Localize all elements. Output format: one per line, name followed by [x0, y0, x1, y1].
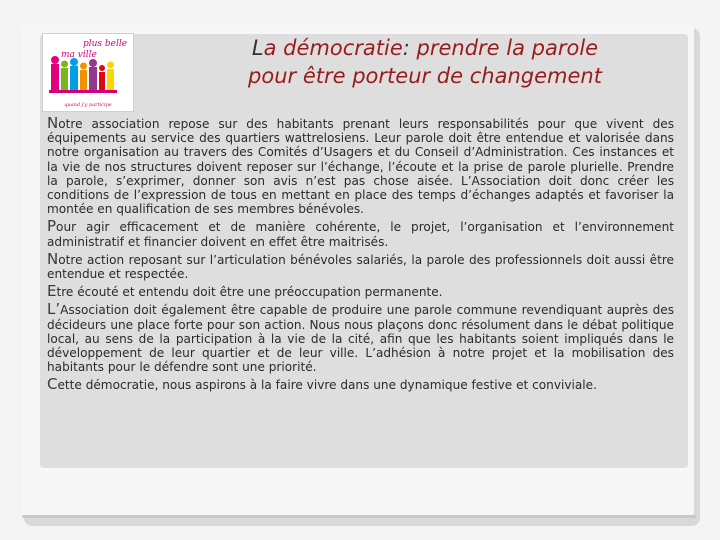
paragraph: [47, 219, 674, 248]
paragraph-initial: L’: [47, 300, 61, 319]
paragraph-text: our agir efficacement et de manière cohérente, le projet, l’organisation et l’environnement administratif et financier doivent en effet être maitrisés.: [47, 220, 674, 249]
title-part-1: a démocratie: [263, 36, 403, 60]
paragraph: [47, 284, 674, 299]
paragraph-initial: N: [47, 114, 59, 132]
paragraph: [47, 249, 674, 282]
logo-caption: quand j'y participe: [64, 102, 112, 108]
paragraph-initial: C: [47, 375, 58, 394]
title-colon: :: [402, 36, 410, 60]
paragraph-initial: N: [47, 249, 59, 268]
title-line-1: [160, 34, 690, 62]
paragraph-text: Association doit également être capable de produire une parole commune revendiquant auprès des décideurs une place forte pour son action. Nous nous plaçons donc résolument dans le débat politique local, au sens de la participation à la vie de la cité, afin que les habitants soient impliqués dans le développement de leur quartier et de leur ville. L’adhésion à notre projet et la mobilisation des habitants pour le défendre sont une priorité.: [47, 303, 674, 375]
paragraph-text: ette démocratie, nous aspirons à la faire vivre dans une dynamique festive et conviviale.: [57, 378, 597, 393]
paragraph-text: otre action reposant sur l’articulation bénévoles salariés, la parole des professionnels doit aussi être entendue et respectée.: [47, 252, 674, 282]
paragraph-initial: P: [47, 217, 57, 236]
logo-text-line1: plus belle: [83, 39, 128, 49]
paragraph: [47, 116, 674, 216]
page-title: [160, 34, 690, 90]
logo-text-line2: ma ville: [61, 50, 97, 60]
paragraph: [47, 377, 674, 392]
title-part-2: prendre la parole: [409, 36, 599, 60]
association-logo: [42, 33, 134, 112]
slide-bottom-divider: [22, 515, 696, 518]
body-text: [47, 116, 674, 393]
title-first-letter: L: [251, 36, 264, 60]
title-line-2: pour être porteur de changement: [248, 64, 602, 88]
paragraph: [47, 302, 674, 374]
paragraph-text: tre écouté et entendu doit être une préoccupation permanente.: [56, 285, 443, 300]
paragraph-text: otre association repose sur des habitants prenant leurs responsabilités pour que vivent des équipements au service des quartiers wattrelosiens. Leur parole doit être entendue et valorisée dans notre organisation au travers des Comités d’Usagers et du Conseil d’Administration. Ces instances et la vie de nos structures doivent reposer sur l’échange, l’écoute et la prise de parole plurielle. Prendre la parole, s’exprimer, donner son avis n’est pas chose aisée. L’Association doit donc créer les conditions de l’expression de tous en mettant en place des temps d’échanges adaptés et favoriser la montée en qualification de ses membres bénévoles.: [47, 117, 674, 217]
paragraph-initial: E: [47, 282, 57, 301]
